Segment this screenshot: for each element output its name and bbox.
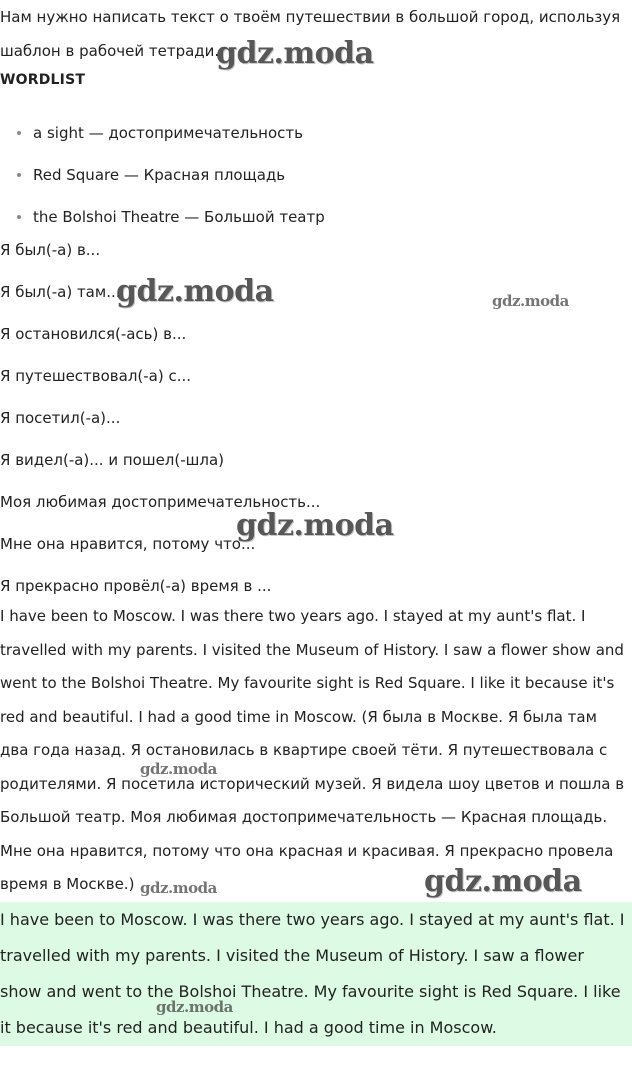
highlighted-answer	[0, 902, 632, 1046]
bullet-icon	[17, 215, 21, 219]
template-line: Я видел(-а)... и пошел(-шла)	[0, 451, 225, 469]
watermark-logo: gdz.moda	[424, 864, 582, 899]
list-item	[0, 112, 600, 154]
bullet-icon	[17, 173, 21, 177]
highlighted-answer-text: I have been to Moscow. I was there two years ago. I stayed at my aunt's flat. I travelled with my parents. I visited the Museum of History. I saw a flower show and went to the Bolshoi Theatre. My favourite sight is Red Square. I like it because it's red and beautiful. I had a good time in Moscow.	[0, 910, 625, 1037]
watermark-logo: gdz.moda	[140, 879, 217, 897]
template-line: Я посетил(-а)...	[0, 409, 121, 427]
answer-paragraph: I have been to Moscow. I was there two years ago. I stayed at my aunt's flat. I travelled with my parents. I visited the Museum of History. I saw a flower show and went to the Bolshoi Theatre. My favourite sight is Red Square. I like it because it's red and beautiful. I had a good time in Moscow. (Я была в Москве. Я была там два года назад. Я остановилась в квартире своей тёти. Я путешествовала с родителями. Я посетила исторический музей. Я видела шоу цветов и пошла в Большой театр. Моя любимая достопримечательность — Красная площадь. Мне она нравится, потому что она красная и красивая. Я прекрасно провела время в Москве.)	[0, 607, 625, 893]
wordlist	[0, 112, 600, 238]
list-item	[0, 154, 600, 196]
wordlist-item-text: Red Square — Красная площадь	[33, 166, 286, 184]
watermark-logo: gdz.moda	[216, 36, 374, 71]
watermark-logo: gdz.moda	[116, 274, 274, 309]
list-item	[0, 196, 600, 238]
wordlist-heading: WORDLIST	[0, 72, 86, 88]
template-line: Я был(-а) там...	[0, 283, 121, 301]
watermark-logo: gdz.moda	[140, 760, 217, 778]
template-line: Я остановился(-ась) в...	[0, 325, 187, 343]
template-line: Я был(-а) в...	[0, 241, 101, 259]
template-line: Я путешествовал(-а) с...	[0, 367, 192, 385]
template-line: Я прекрасно провёл(-а) время в ...	[0, 577, 272, 595]
wordlist-item-text: the Bolshoi Theatre — Большой театр	[33, 208, 325, 226]
template-line: Мне она нравится, потому что...	[0, 535, 256, 553]
wordlist-item-text: a sight — достопримечательность	[33, 124, 303, 142]
bullet-icon	[17, 131, 21, 135]
watermark-logo: gdz.moda	[492, 292, 569, 310]
intro-text: Нам нужно написать текст о твоём путешествии в большой город, используя шаблон в рабочей тетради.	[0, 8, 621, 60]
watermark-logo: gdz.moda	[236, 508, 394, 543]
template-lines	[0, 233, 600, 611]
template-line: Моя любимая достопримечательность...	[0, 493, 321, 511]
watermark-logo: gdz.moda	[156, 998, 233, 1016]
